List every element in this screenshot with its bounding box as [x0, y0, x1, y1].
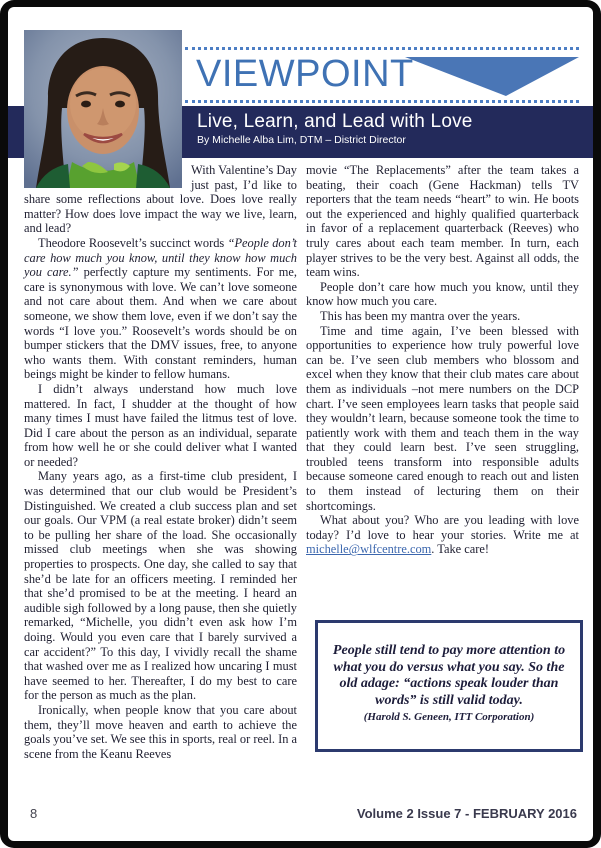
text-segment: With Valentine’s Day just past, I’d like to share some reflections about love. Does love really matter? How does love impact the way we live, learn, and lead?: [24, 163, 297, 236]
paragraph: [24, 382, 297, 470]
text-segment: . Take care!: [431, 542, 489, 557]
text-segment: This has been my mantra over the years.: [320, 308, 521, 323]
text-segment: movie “The Replacements” after the team takes a beating, their coach (Gene Hackman) tells TV reporters that the team needs “heart” to win. He boots out the experienced and highly qualified quarterback in favor of a replacement quarterback (Reeves) who truly cares about each team member. In turn, each player strives to be the very best. Against all odds, the team wins.: [306, 163, 579, 280]
page-number: 8: [30, 806, 38, 821]
paragraph: [306, 324, 579, 514]
article-byline: By Michelle Alba Lim, DTM – District Director: [197, 134, 406, 146]
paragraph: [306, 513, 579, 557]
text-segment: I didn’t always understand how much love mattered. In fact, I shudder at the thought of how many times I must have failed the litmus test of love. Did I care about the person as an individual, separate from how well he or she could deliver what I wanted or needed?: [24, 381, 297, 469]
text-segment: Theodore Roosevelt’s succinct words: [38, 235, 228, 250]
paragraph: [306, 309, 579, 324]
email-link[interactable]: michelle@wlfcentre.com: [306, 542, 432, 557]
article-title: Live, Learn, and Lead with Love: [197, 111, 473, 132]
author-photo: [24, 30, 182, 188]
text-segment: Ironically, when people know that you care about them, they’ll move heaven and earth to achieve the goals you’ve set. We see this in sports, real or reel. In a scene from the Keanu Reeves: [24, 702, 298, 761]
masthead-title: VIEWPOINT: [196, 53, 414, 95]
masthead: [185, 47, 579, 103]
paragraph: [24, 703, 297, 761]
left-column: [24, 163, 297, 761]
paragraph: [24, 236, 297, 382]
text-segment: Many years ago, as a first-time club president, I was determined that our club would be President’s Distinguished. We created a club success plan and set our goals. Our VPM (a real estate broker) didn’t seem to be pulling her share of the load. She occasionally missed club meetings when she was showing properties to prospects. One day, she called to say that she’d be late for an officers meeting. I reminded her that she’d promised to be at the meeting. I heard an audible sigh followed by a long pause, then she quietly remarked, “Michelle, you didn’t even ask how I’m doing. Would you even care that I barely survived a car accident?” To this day, I vividly recall the shame that washed over me as I realized how uncaring I must have seemed to her. Thereafter, I do my best to care for the person as much as the plan.: [24, 469, 297, 703]
paragraph: [24, 469, 297, 703]
text-segment: People don’t care how much you know, until they know how much you care.: [306, 279, 579, 309]
pull-quote-text: People still tend to pay more attention to what you do versus what you say. So the old adage: “actions speak louder than words” is still valid today.: [332, 643, 566, 708]
pull-quote-attribution: (Harold S. Geneen, ITT Corporation): [363, 711, 535, 723]
pull-quote-box: [315, 620, 583, 752]
issue-label: Volume 2 Issue 7 - FEBRUARY 2016: [356, 806, 577, 821]
triangle-banner-icon: [405, 57, 579, 96]
text-segment: perfectly capture my sentiments. For me, care is synonymous with love. We can’t love someone and not care about them. And when we care about someone, we show them love, even if we don’t say the words “I love you.” Roosevelt’s words should be on bumper stickers that the DMV issues, free, to anyone who wants them. With constant reminders, human beings might be kinder to fellow humans.: [24, 265, 297, 382]
text-segment: Time and time again, I’ve been blessed with opportunities to experience how truly powerful love can be. I’ve seen club members who blossom and excel when they know that their club mates care about them as individuals –not mere numbers on the DCP chart. I’ve seen employees learn tasks that people said they wouldn’t learn, because someone took the time to patiently work with them and teach them in the way that they could learn best. I’ve seen struggling, troubled teens transform into responsible adults because someone cared enough to reach out and listen to them instead of lecturing them on their shortcomings.: [306, 323, 579, 513]
paragraph: [306, 280, 579, 309]
text-segment: What about you? Who are you leading with love today? I’d love to hear your stories. Write me at: [306, 513, 579, 542]
text-segment: “People don’t care how much you know, until they know how much you care.”: [24, 235, 297, 280]
paragraph: [306, 163, 579, 280]
